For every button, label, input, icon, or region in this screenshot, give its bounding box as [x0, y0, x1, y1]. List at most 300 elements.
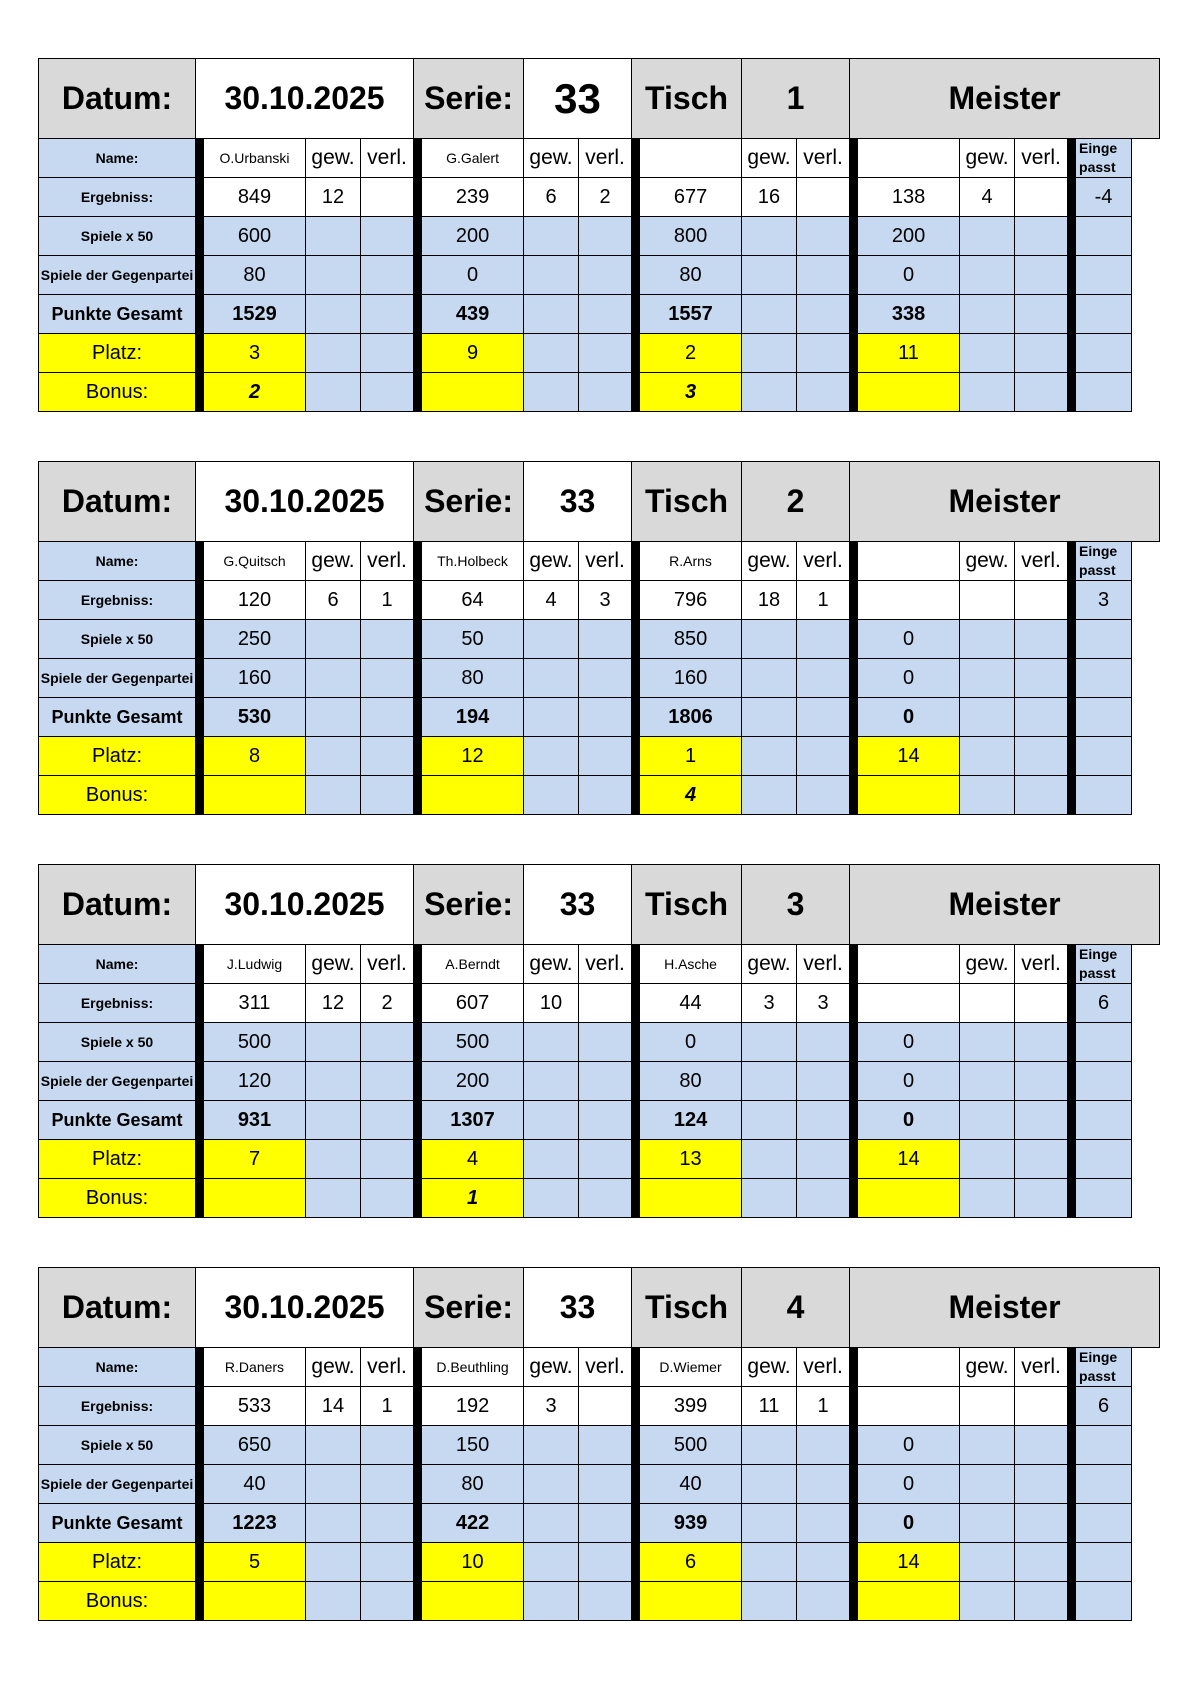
table-sheet-4	[38, 1267, 1160, 1621]
row-label-spiele50: Spiele x 50	[39, 217, 196, 256]
empty-cell	[960, 295, 1015, 334]
empty-cell	[1076, 373, 1132, 412]
column-separator	[414, 373, 422, 412]
column-separator	[196, 1465, 204, 1504]
empty-cell	[1015, 217, 1068, 256]
meister-label: Meister	[850, 462, 1160, 542]
column-separator	[414, 1543, 422, 1582]
verl-value: 2	[579, 178, 632, 217]
row-label-spiele50: Spiele x 50	[39, 1023, 196, 1062]
verl-value	[1015, 984, 1068, 1023]
eingepasst-value: 6	[1076, 984, 1132, 1023]
empty-cell	[524, 1582, 579, 1621]
column-separator	[196, 1179, 204, 1218]
player-name: H.Asche	[640, 945, 742, 984]
column-separator	[196, 1101, 204, 1140]
verl-value	[1015, 178, 1068, 217]
player-bonus	[422, 776, 524, 815]
empty-cell	[361, 1582, 414, 1621]
empty-cell	[960, 1504, 1015, 1543]
player-bonus	[640, 1582, 742, 1621]
column-separator	[1068, 581, 1076, 620]
gew-value: 4	[524, 581, 579, 620]
player-platz: 10	[422, 1543, 524, 1582]
column-separator	[414, 1465, 422, 1504]
column-separator	[850, 1101, 858, 1140]
column-separator	[196, 737, 204, 776]
column-separator	[1068, 1387, 1076, 1426]
column-separator	[196, 334, 204, 373]
empty-cell	[742, 1426, 797, 1465]
player-platz: 1	[640, 737, 742, 776]
empty-cell	[306, 373, 361, 412]
player-spiele50: 0	[640, 1023, 742, 1062]
gew-header: gew.	[306, 1348, 361, 1387]
player-spiele50: 0	[858, 1023, 960, 1062]
column-separator	[1068, 139, 1076, 178]
player-spiele50: 150	[422, 1426, 524, 1465]
column-separator	[1068, 1582, 1076, 1621]
column-separator	[632, 334, 640, 373]
verl-value	[579, 1387, 632, 1426]
verl-header: verl.	[579, 542, 632, 581]
empty-cell	[579, 1179, 632, 1218]
player-name: A.Berndt	[422, 945, 524, 984]
player-name: J.Ludwig	[204, 945, 306, 984]
eingepasst-header: Einge passt	[1076, 542, 1132, 581]
column-separator	[414, 737, 422, 776]
column-separator	[632, 1140, 640, 1179]
column-separator	[1068, 1140, 1076, 1179]
empty-cell	[742, 217, 797, 256]
player-bonus	[640, 1179, 742, 1218]
column-separator	[196, 1062, 204, 1101]
verl-header: verl.	[579, 139, 632, 178]
verl-value: 1	[797, 1387, 850, 1426]
eingepasst-value: 6	[1076, 1387, 1132, 1426]
empty-cell	[361, 1140, 414, 1179]
gew-value	[960, 581, 1015, 620]
empty-cell	[1015, 620, 1068, 659]
eingepasst-header: Einge passt	[1076, 139, 1132, 178]
empty-cell	[306, 737, 361, 776]
empty-cell	[361, 1101, 414, 1140]
column-separator	[850, 581, 858, 620]
tisch-label: Tisch	[632, 1268, 742, 1348]
verl-value	[1015, 1387, 1068, 1426]
empty-cell	[742, 1504, 797, 1543]
gew-value: 6	[524, 178, 579, 217]
datum-label: Datum:	[39, 865, 196, 945]
column-separator	[632, 1179, 640, 1218]
row-label-punkte: Punkte Gesamt	[39, 1504, 196, 1543]
player-gegen: 0	[858, 1062, 960, 1101]
empty-cell	[1015, 1101, 1068, 1140]
column-separator	[1068, 334, 1076, 373]
empty-cell	[1076, 1465, 1132, 1504]
empty-cell	[579, 1465, 632, 1504]
column-separator	[632, 620, 640, 659]
empty-cell	[1076, 1543, 1132, 1582]
empty-cell	[1076, 334, 1132, 373]
column-separator	[196, 139, 204, 178]
row-label-bonus: Bonus:	[39, 373, 196, 412]
player-name	[858, 945, 960, 984]
verl-value	[361, 178, 414, 217]
serie-label: Serie:	[414, 462, 524, 542]
eingepasst-header: Einge passt	[1076, 945, 1132, 984]
player-bonus: 4	[640, 776, 742, 815]
column-separator	[414, 256, 422, 295]
serie-label: Serie:	[414, 59, 524, 139]
verl-value	[1015, 581, 1068, 620]
row-label-name: Name:	[39, 945, 196, 984]
column-separator	[850, 1543, 858, 1582]
empty-cell	[306, 1543, 361, 1582]
empty-cell	[1076, 1504, 1132, 1543]
player-bonus	[422, 1582, 524, 1621]
empty-cell	[1076, 217, 1132, 256]
column-separator	[632, 373, 640, 412]
player-punkte: 0	[858, 1101, 960, 1140]
empty-cell	[742, 1062, 797, 1101]
empty-cell	[742, 1140, 797, 1179]
column-separator	[850, 984, 858, 1023]
gew-value: 6	[306, 581, 361, 620]
column-separator	[1068, 1023, 1076, 1062]
column-separator	[414, 620, 422, 659]
column-separator	[196, 698, 204, 737]
verl-header: verl.	[361, 1348, 414, 1387]
column-separator	[414, 984, 422, 1023]
column-separator	[414, 659, 422, 698]
gew-header: gew.	[524, 1348, 579, 1387]
column-separator	[414, 178, 422, 217]
player-bonus	[858, 1179, 960, 1218]
table-sheet-3	[38, 864, 1160, 1218]
empty-cell	[524, 1504, 579, 1543]
empty-cell	[306, 1465, 361, 1504]
column-separator	[850, 776, 858, 815]
tisch-label: Tisch	[632, 865, 742, 945]
empty-cell	[524, 737, 579, 776]
verl-header: verl.	[797, 945, 850, 984]
column-separator	[196, 295, 204, 334]
gew-value: 10	[524, 984, 579, 1023]
empty-cell	[524, 1465, 579, 1504]
empty-cell	[797, 1582, 850, 1621]
verl-value	[579, 984, 632, 1023]
empty-cell	[742, 1179, 797, 1218]
player-ergebnis: 677	[640, 178, 742, 217]
column-separator	[850, 1062, 858, 1101]
column-separator	[850, 698, 858, 737]
column-separator	[196, 984, 204, 1023]
gew-header: gew.	[960, 542, 1015, 581]
column-separator	[850, 1426, 858, 1465]
player-name	[858, 1348, 960, 1387]
table-sheet-1	[38, 58, 1160, 412]
row-label-platz: Platz:	[39, 1543, 196, 1582]
column-separator	[1068, 1062, 1076, 1101]
empty-cell	[361, 217, 414, 256]
empty-cell	[742, 373, 797, 412]
column-separator	[414, 217, 422, 256]
serie-label: Serie:	[414, 1268, 524, 1348]
empty-cell	[1076, 620, 1132, 659]
column-separator	[196, 1543, 204, 1582]
empty-cell	[1076, 1179, 1132, 1218]
empty-cell	[1076, 295, 1132, 334]
empty-cell	[742, 1582, 797, 1621]
column-separator	[850, 334, 858, 373]
empty-cell	[960, 1543, 1015, 1582]
empty-cell	[797, 698, 850, 737]
empty-cell	[742, 659, 797, 698]
empty-cell	[742, 1465, 797, 1504]
serie-value: 33	[524, 462, 632, 542]
empty-cell	[960, 373, 1015, 412]
row-label-ergebnis: Ergebniss:	[39, 984, 196, 1023]
empty-cell	[361, 776, 414, 815]
gew-header: gew.	[524, 945, 579, 984]
empty-cell	[306, 776, 361, 815]
empty-cell	[361, 1426, 414, 1465]
column-separator	[632, 581, 640, 620]
empty-cell	[579, 1140, 632, 1179]
verl-header: verl.	[797, 542, 850, 581]
player-ergebnis: 120	[204, 581, 306, 620]
player-spiele50: 200	[858, 217, 960, 256]
tisch-value: 2	[742, 462, 850, 542]
empty-cell	[361, 1504, 414, 1543]
empty-cell	[306, 1179, 361, 1218]
meister-label: Meister	[850, 865, 1160, 945]
verl-header: verl.	[1015, 1348, 1068, 1387]
gew-header: gew.	[742, 945, 797, 984]
empty-cell	[1015, 1426, 1068, 1465]
gew-header: gew.	[742, 139, 797, 178]
empty-cell	[1015, 1179, 1068, 1218]
empty-cell	[579, 295, 632, 334]
column-separator	[632, 1465, 640, 1504]
empty-cell	[524, 373, 579, 412]
tisch-label: Tisch	[632, 462, 742, 542]
gew-value	[960, 984, 1015, 1023]
column-separator	[632, 1504, 640, 1543]
row-label-spiele50: Spiele x 50	[39, 620, 196, 659]
verl-value: 1	[361, 581, 414, 620]
player-platz: 8	[204, 737, 306, 776]
column-separator	[414, 542, 422, 581]
meister-label: Meister	[850, 1268, 1160, 1348]
empty-cell	[361, 1023, 414, 1062]
column-separator	[414, 1179, 422, 1218]
empty-cell	[797, 737, 850, 776]
datum-value: 30.10.2025	[196, 59, 414, 139]
datum-value: 30.10.2025	[196, 865, 414, 945]
empty-cell	[797, 256, 850, 295]
empty-cell	[579, 1582, 632, 1621]
row-label-punkte: Punkte Gesamt	[39, 698, 196, 737]
column-separator	[632, 139, 640, 178]
player-punkte: 1806	[640, 698, 742, 737]
row-label-bonus: Bonus:	[39, 1582, 196, 1621]
empty-cell	[1015, 737, 1068, 776]
empty-cell	[524, 620, 579, 659]
column-separator	[196, 1348, 204, 1387]
player-name: R.Daners	[204, 1348, 306, 1387]
column-separator	[632, 1387, 640, 1426]
column-separator	[632, 1348, 640, 1387]
empty-cell	[797, 1504, 850, 1543]
player-gegen: 0	[858, 659, 960, 698]
empty-cell	[1076, 1582, 1132, 1621]
player-gegen: 80	[204, 256, 306, 295]
eingepasst-header: Einge passt	[1076, 1348, 1132, 1387]
player-punkte: 0	[858, 1504, 960, 1543]
empty-cell	[960, 737, 1015, 776]
player-spiele50: 0	[858, 1426, 960, 1465]
empty-cell	[579, 1101, 632, 1140]
row-label-spiele50: Spiele x 50	[39, 1426, 196, 1465]
gew-value: 3	[524, 1387, 579, 1426]
empty-cell	[742, 620, 797, 659]
tisch-value: 1	[742, 59, 850, 139]
player-gegen: 80	[422, 1465, 524, 1504]
empty-cell	[960, 1062, 1015, 1101]
empty-cell	[960, 1179, 1015, 1218]
player-ergebnis: 607	[422, 984, 524, 1023]
player-ergebnis: 192	[422, 1387, 524, 1426]
empty-cell	[960, 698, 1015, 737]
empty-cell	[524, 1062, 579, 1101]
column-separator	[632, 945, 640, 984]
verl-header: verl.	[579, 1348, 632, 1387]
empty-cell	[1015, 295, 1068, 334]
column-separator	[632, 1062, 640, 1101]
verl-header: verl.	[579, 945, 632, 984]
player-bonus	[204, 1179, 306, 1218]
column-separator	[632, 178, 640, 217]
empty-cell	[361, 1543, 414, 1582]
empty-cell	[361, 334, 414, 373]
empty-cell	[524, 1140, 579, 1179]
column-separator	[414, 295, 422, 334]
player-spiele50: 500	[422, 1023, 524, 1062]
datum-value: 30.10.2025	[196, 462, 414, 542]
row-label-punkte: Punkte Gesamt	[39, 1101, 196, 1140]
empty-cell	[797, 217, 850, 256]
player-punkte: 931	[204, 1101, 306, 1140]
empty-cell	[1076, 698, 1132, 737]
column-separator	[632, 776, 640, 815]
column-separator	[196, 256, 204, 295]
column-separator	[196, 1140, 204, 1179]
player-platz: 2	[640, 334, 742, 373]
empty-cell	[579, 217, 632, 256]
column-separator	[1068, 1101, 1076, 1140]
empty-cell	[579, 1023, 632, 1062]
gew-header: gew.	[960, 1348, 1015, 1387]
column-separator	[196, 178, 204, 217]
tisch-value: 4	[742, 1268, 850, 1348]
player-ergebnis: 44	[640, 984, 742, 1023]
empty-cell	[579, 256, 632, 295]
serie-value: 33	[524, 59, 632, 139]
empty-cell	[361, 256, 414, 295]
player-punkte: 939	[640, 1504, 742, 1543]
verl-header: verl.	[797, 1348, 850, 1387]
empty-cell	[1076, 1101, 1132, 1140]
row-label-punkte: Punkte Gesamt	[39, 295, 196, 334]
empty-cell	[742, 295, 797, 334]
empty-cell	[1015, 1582, 1068, 1621]
player-platz: 11	[858, 334, 960, 373]
player-spiele50: 200	[422, 217, 524, 256]
empty-cell	[1076, 1140, 1132, 1179]
empty-cell	[361, 737, 414, 776]
column-separator	[414, 1387, 422, 1426]
column-separator	[850, 1348, 858, 1387]
empty-cell	[797, 1140, 850, 1179]
column-separator	[1068, 373, 1076, 412]
empty-cell	[1015, 1023, 1068, 1062]
column-separator	[1068, 256, 1076, 295]
empty-cell	[1015, 1465, 1068, 1504]
row-label-gegen: Spiele der Gegenpartei	[39, 256, 196, 295]
player-gegen: 120	[204, 1062, 306, 1101]
empty-cell	[960, 776, 1015, 815]
empty-cell	[1015, 1140, 1068, 1179]
column-separator	[632, 1582, 640, 1621]
empty-cell	[361, 659, 414, 698]
player-name	[858, 139, 960, 178]
player-bonus: 3	[640, 373, 742, 412]
empty-cell	[524, 776, 579, 815]
column-separator	[196, 373, 204, 412]
row-label-platz: Platz:	[39, 737, 196, 776]
column-separator	[414, 1504, 422, 1543]
player-ergebnis: 533	[204, 1387, 306, 1426]
empty-cell	[306, 1101, 361, 1140]
empty-cell	[742, 1023, 797, 1062]
empty-cell	[797, 1101, 850, 1140]
empty-cell	[797, 373, 850, 412]
player-bonus: 1	[422, 1179, 524, 1218]
empty-cell	[1076, 1426, 1132, 1465]
row-label-bonus: Bonus:	[39, 1179, 196, 1218]
row-label-platz: Platz:	[39, 334, 196, 373]
row-label-name: Name:	[39, 139, 196, 178]
column-separator	[414, 1426, 422, 1465]
empty-cell	[524, 1101, 579, 1140]
empty-cell	[579, 1062, 632, 1101]
column-separator	[632, 295, 640, 334]
player-punkte: 0	[858, 698, 960, 737]
empty-cell	[742, 256, 797, 295]
player-punkte: 124	[640, 1101, 742, 1140]
eingepasst-value: 3	[1076, 581, 1132, 620]
gew-header: gew.	[306, 139, 361, 178]
empty-cell	[579, 737, 632, 776]
column-separator	[196, 581, 204, 620]
empty-cell	[579, 373, 632, 412]
verl-header: verl.	[361, 139, 414, 178]
empty-cell	[524, 659, 579, 698]
column-separator	[1068, 178, 1076, 217]
empty-cell	[1076, 737, 1132, 776]
